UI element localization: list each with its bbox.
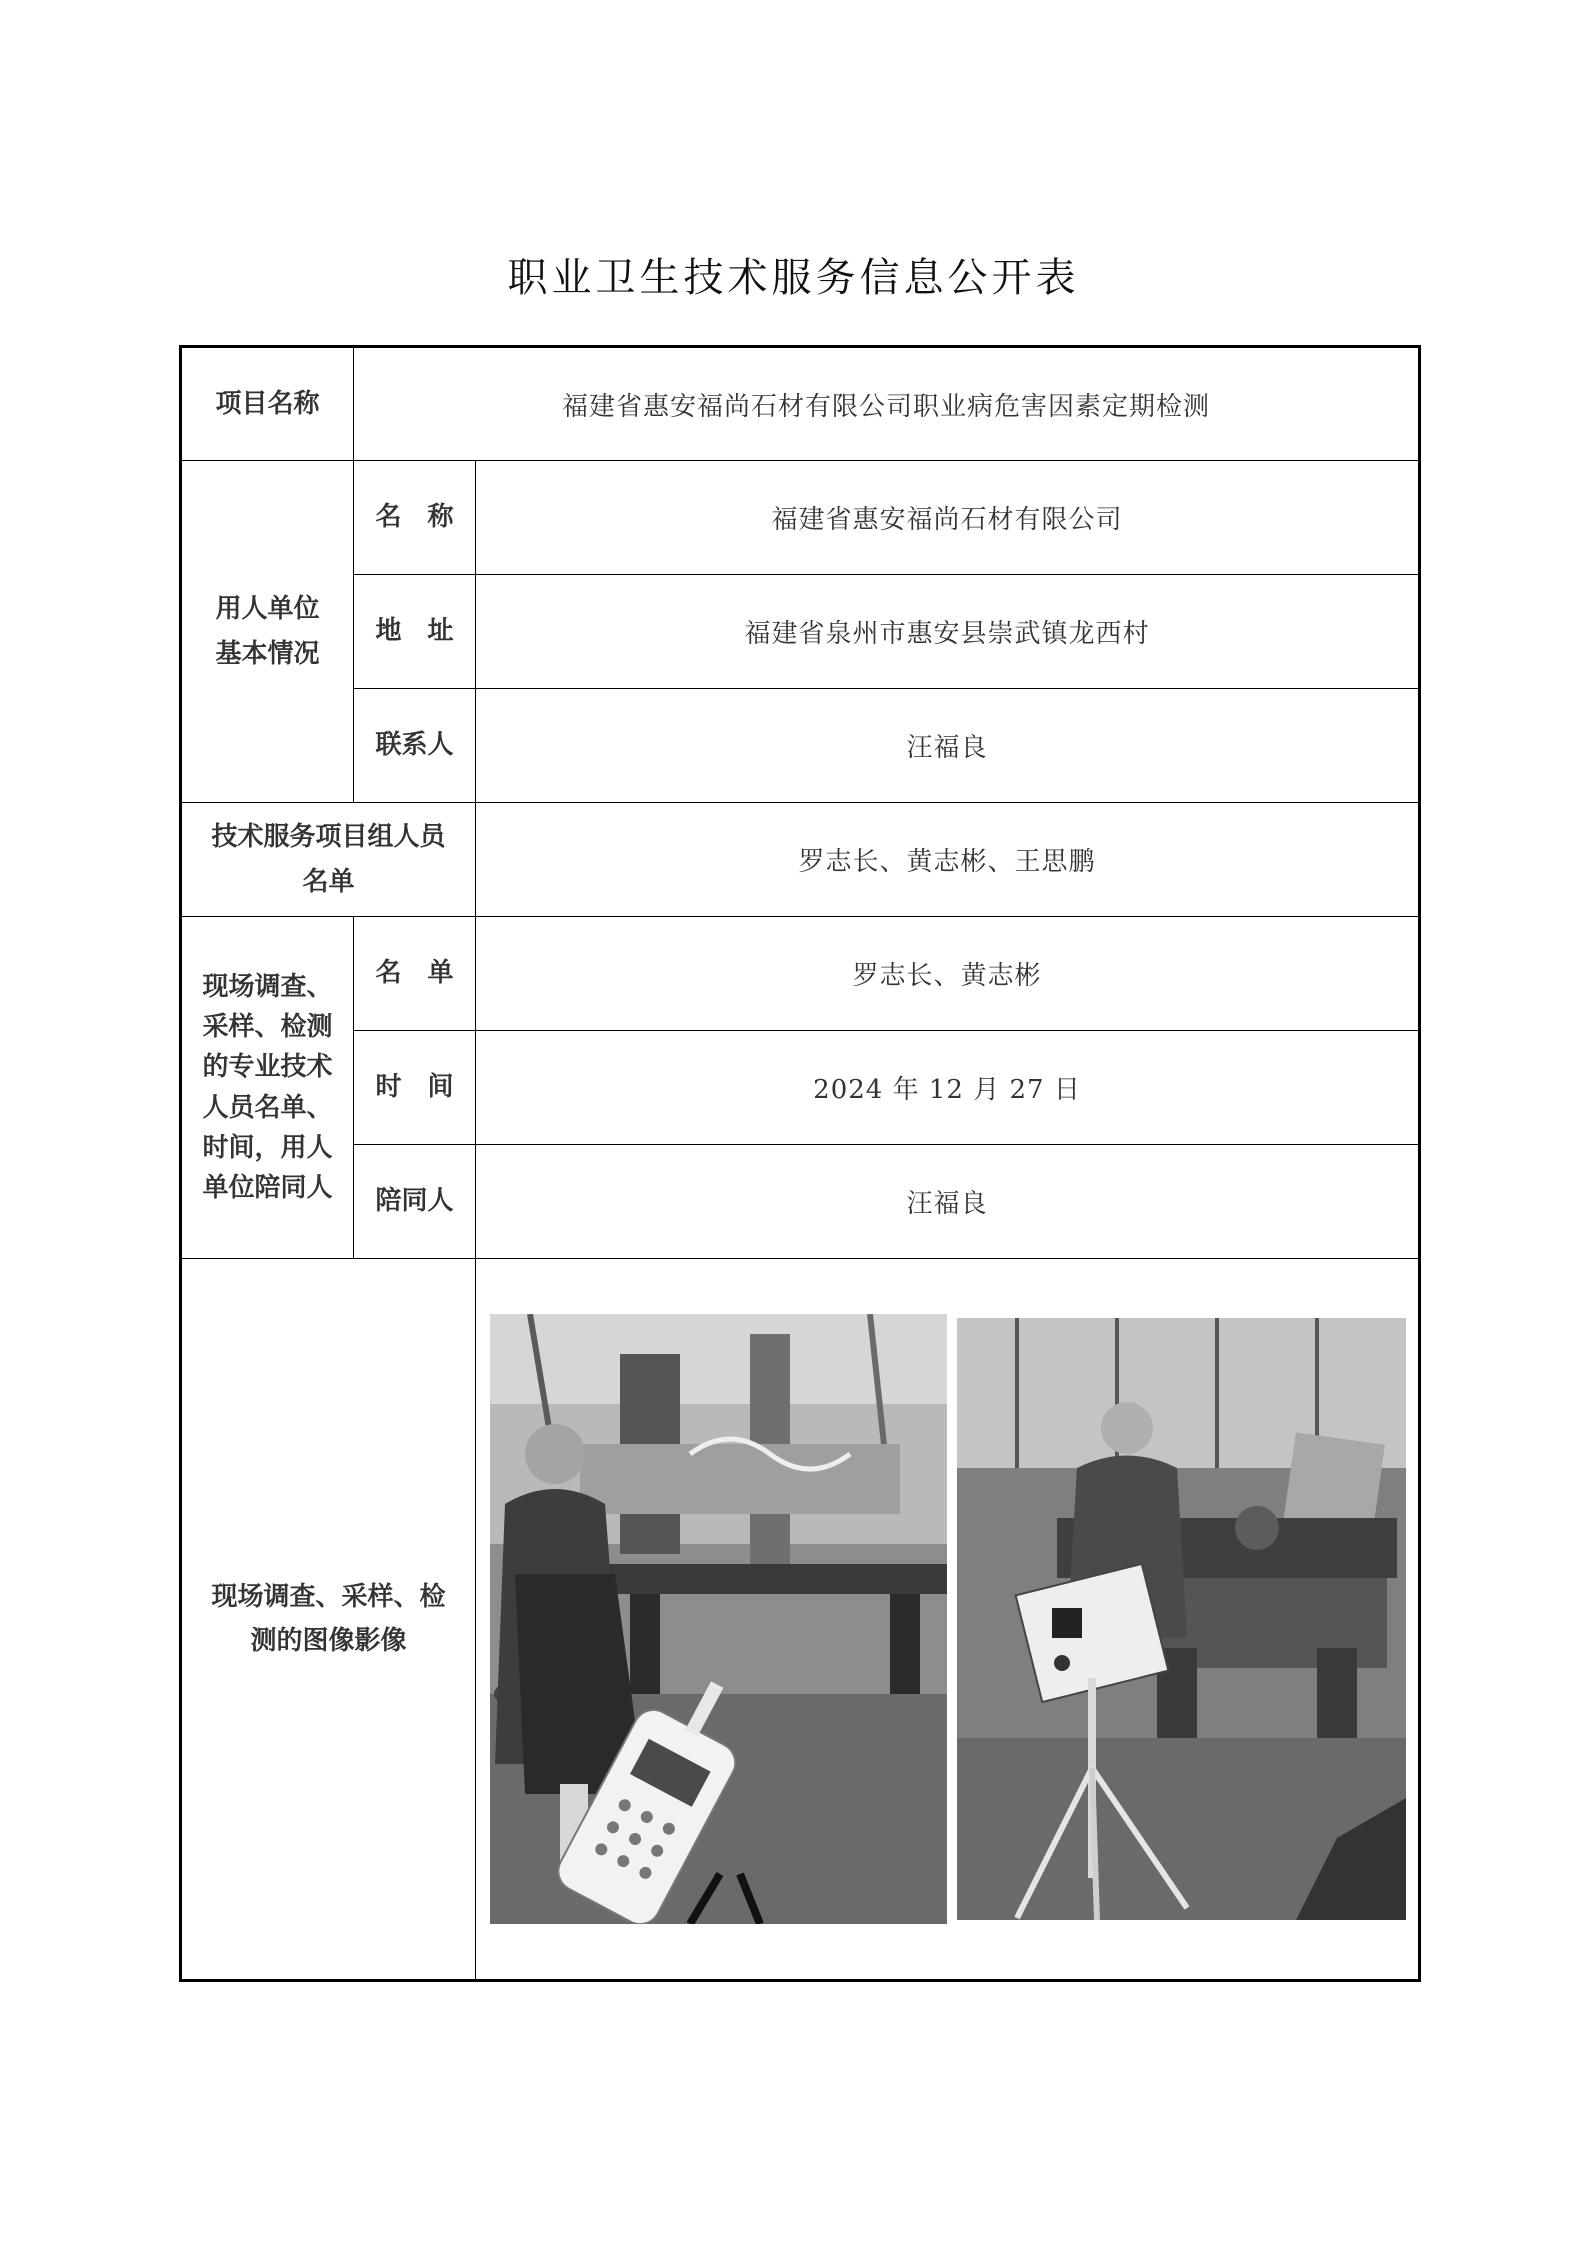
team-value: 罗志长、黄志彬、王思鹏 [476,803,1420,917]
info-table [179,345,1421,1982]
survey-label-line: 人员名单、 [202,1092,333,1123]
photo-tripod-sampler-cutting-machine [957,1318,1406,1920]
row-survey-time [181,1031,1420,1145]
images-label-line2: 测的图像影像 [250,1626,407,1656]
employer-contact-value: 汪福良 [476,689,1420,803]
employer-name-label: 名 称 [354,461,476,575]
survey-label-line: 的专业技术 [202,1052,333,1083]
team-label-line2: 名单 [302,866,355,897]
row-team [181,803,1420,917]
employer-group-label [181,461,354,803]
survey-time-label: 时 间 [354,1031,476,1145]
row-employer-name [181,461,1420,575]
survey-group-label [181,917,354,1259]
survey-escort-label: 陪同人 [354,1145,476,1259]
survey-label-line: 采样、检测 [202,1011,333,1042]
row-employer-contact [181,689,1420,803]
survey-time-value: 2024 年 12 月 27 日 [476,1031,1420,1145]
employer-address-label: 地 址 [354,575,476,689]
survey-label-line: 现场调查、 [202,971,333,1002]
employer-contact-label: 联系人 [354,689,476,803]
photo-strip [476,1314,1418,1924]
employer-label-line1: 用人单位 [215,594,320,625]
project-name-label: 项目名称 [181,347,354,461]
project-name-value: 福建省惠安福尚石材有限公司职业病危害因素定期检测 [354,347,1420,461]
employer-name-value: 福建省惠安福尚石材有限公司 [476,461,1420,575]
survey-label-line: 单位陪同人 [202,1173,333,1204]
survey-escort-value: 汪福良 [476,1145,1420,1259]
row-images [181,1259,1420,1981]
photo-sound-level-meter-workshop [490,1314,947,1924]
row-survey-names [181,917,1420,1031]
images-label [181,1259,476,1981]
row-employer-address [181,575,1420,689]
row-project-name [181,347,1420,461]
row-survey-escort [181,1145,1420,1259]
images-label-line1: 现场调查、采样、检 [211,1581,446,1612]
survey-names-value: 罗志长、黄志彬 [476,917,1420,1031]
team-label-line1: 技术服务项目组人员 [211,822,446,853]
images-cell [476,1259,1420,1981]
survey-names-label: 名 单 [354,917,476,1031]
employer-address-value: 福建省泉州市惠安县崇武镇龙西村 [476,575,1420,689]
survey-label-line: 时间，用人 [202,1132,333,1163]
team-label [181,803,476,917]
page-title: 职业卫生技术服务信息公开表 [507,255,1080,301]
employer-label-line2: 基本情况 [215,638,320,669]
